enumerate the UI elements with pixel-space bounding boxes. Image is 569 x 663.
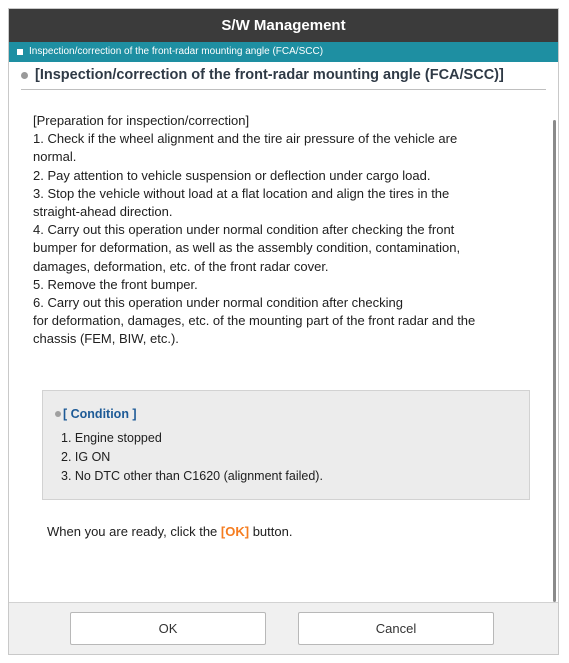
dialog-title: S/W Management bbox=[9, 9, 558, 42]
step-line: straight-ahead direction. bbox=[33, 204, 173, 220]
condition-item: 1. Engine stopped bbox=[61, 430, 162, 445]
cancel-button[interactable]: Cancel bbox=[298, 612, 494, 645]
condition-box bbox=[42, 390, 530, 500]
step-line: for deformation, damages, etc. of the mounting part of the front radar and the bbox=[33, 313, 476, 329]
ok-button[interactable]: OK bbox=[70, 612, 266, 645]
ready-instruction bbox=[47, 524, 558, 539]
step-line: normal. bbox=[33, 149, 77, 165]
step-line: 1. Check if the wheel alignment and the tire air pressure of the vehicle are bbox=[33, 131, 458, 147]
vertical-scrollbar[interactable] bbox=[553, 120, 556, 602]
ok-highlight: [OK] bbox=[220, 523, 250, 539]
square-bullet-icon bbox=[17, 49, 23, 55]
bullet-dot-icon bbox=[21, 72, 28, 79]
condition-title bbox=[55, 405, 517, 424]
preparation-title: [Preparation for inspection/correction] bbox=[33, 113, 250, 128]
step-line: chassis (FEM, BIW, etc.). bbox=[33, 331, 179, 347]
condition-item: 3. No DTC other than C1620 (alignment failed). bbox=[61, 468, 323, 483]
preparation-steps bbox=[33, 112, 536, 349]
step-line: damages, deformation, etc. of the front radar cover. bbox=[33, 258, 329, 274]
step-line: bumper for deformation, as well as the assembly condition, contamination, bbox=[33, 240, 461, 256]
step-line: 4. Carry out this operation under normal condition after checking the front bbox=[33, 222, 455, 238]
dialog-footer bbox=[9, 602, 558, 654]
ready-prefix: When you are ready, click the bbox=[47, 523, 221, 539]
condition-title-text: [ Condition ] bbox=[63, 406, 137, 421]
step-line: 3. Stop the vehicle without load at a flat location and align the tires in the bbox=[33, 185, 450, 201]
step-line: 5. Remove the front bumper. bbox=[33, 276, 198, 292]
ready-suffix: button. bbox=[249, 523, 293, 539]
step-line: 2. Pay attention to vehicle suspension or deflection under cargo load. bbox=[33, 167, 431, 183]
section-bar bbox=[9, 42, 558, 62]
section-bar-label: Inspection/correction of the front-radar mounting angle (FCA/SCC) bbox=[29, 46, 324, 57]
content-area bbox=[9, 62, 558, 603]
bullet-dot-icon bbox=[55, 411, 61, 417]
step-line: 6. Carry out this operation under normal condition after checking bbox=[33, 295, 403, 311]
sw-management-dialog bbox=[8, 8, 559, 655]
condition-item: 2. IG ON bbox=[61, 449, 111, 464]
procedure-heading-text: [Inspection/correction of the front-radar mounting angle (FCA/SCC)] bbox=[35, 67, 504, 83]
procedure-heading bbox=[21, 67, 546, 90]
